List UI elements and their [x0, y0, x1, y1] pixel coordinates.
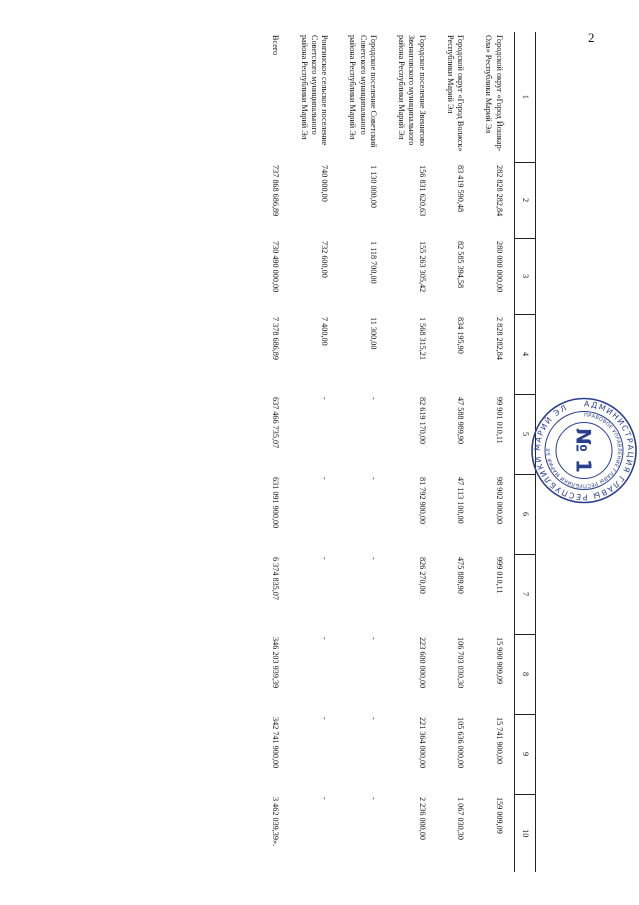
table-cell: 82 585 394,58	[456, 241, 466, 289]
official-stamp	[530, 383, 638, 518]
column-header: 7	[514, 554, 535, 634]
table-cell: 83 419 590,48	[456, 165, 466, 213]
stamp-inner-text: ПРАВОВОЕ УПРАВЛЕНИЕ ГЛАВЫ РЕСПУБЛИКИ МАРИЙ ЭЛ	[545, 412, 623, 489]
row-name: Ронгинское сельское поселение Советского муниципального района Республики Марий Эл	[299, 35, 330, 146]
table-row	[437, 32, 476, 872]
stamp-outer-text: АДМИНИСТРАЦИЯ ГЛАВЫ РЕСПУБЛИКИ МАРИЙ ЭЛ	[532, 399, 636, 502]
column-header: 9	[514, 714, 535, 794]
table-cell: -	[369, 477, 378, 480]
table-cell: 221 364 000,00	[417, 717, 427, 769]
table-cell: 1 568 315,21	[417, 317, 427, 360]
table-cell: 3 462 039,39».	[271, 797, 281, 847]
table-cell: 740 000,00	[320, 165, 330, 202]
table-row-total	[262, 32, 290, 872]
table-cell: 730 490 000,00	[271, 241, 281, 293]
row-name: Городской округ «Город Йошкар-Ола» Республики Марий Эл	[484, 35, 504, 152]
stamp-number: № 1	[571, 428, 596, 473]
table-cell: 826 270,00	[417, 557, 427, 594]
table-cell: 47 588 989,90	[456, 397, 466, 445]
table-cell: -	[320, 797, 330, 800]
table-cell: 223 600 000,00	[417, 637, 427, 689]
column-header: 5	[514, 394, 535, 474]
table-cell: -	[369, 557, 378, 560]
page-number: 2	[588, 30, 595, 45]
table-cell: 631 091 900,00	[271, 477, 281, 529]
table-cell: 7 378 686,89	[271, 317, 281, 360]
column-header: 10	[514, 794, 535, 872]
rotated-table-container	[126, 32, 536, 872]
table-cell: 98 902 000,00	[494, 477, 504, 525]
table-cell: 47 113 100,00	[456, 477, 466, 524]
table-cell: 81 792 900,00	[417, 477, 427, 525]
column-header: 8	[514, 634, 535, 714]
table-cell: 106 703 030,30	[456, 637, 466, 689]
table-cell: -	[369, 397, 378, 400]
table-cell: 15 900 909,09	[494, 637, 504, 685]
table-cell: 105 636 000,00	[456, 717, 466, 769]
table-cell: 15 741 900,00	[494, 717, 504, 765]
table-cell: -	[369, 637, 378, 640]
table-cell: 282 828 282,84	[494, 165, 504, 217]
data-table	[262, 32, 536, 872]
row-name: Городское поселение Советский Советского муниципального района Республики Марий Эл	[348, 35, 378, 148]
table-cell: -	[369, 717, 378, 720]
table-cell: -	[320, 637, 330, 640]
table-cell: -	[320, 477, 330, 480]
table-cell: 346 203 939,39	[271, 637, 281, 689]
table-row	[475, 32, 514, 872]
table-cell: 1 130 000,00	[369, 165, 378, 208]
column-header: 6	[514, 474, 535, 554]
table-cell: 2 236 000,00	[417, 797, 427, 840]
table-cell: 732 600,00	[320, 241, 330, 278]
table-cell: 834 195,90	[456, 317, 466, 354]
table-cell: 737 868 686,89	[271, 165, 281, 217]
table-cell: 475 889,90	[456, 557, 466, 594]
column-header: 2	[514, 162, 535, 238]
column-header: 4	[514, 314, 535, 394]
column-header: 1	[521, 94, 530, 99]
table-cell: 11 300,00	[369, 317, 378, 350]
row-name: Всего	[271, 35, 281, 56]
table-row	[388, 32, 437, 872]
table-cell: -	[369, 797, 378, 800]
table-cell: 99 901 010,11	[494, 397, 504, 444]
table-cell: 999 010,11	[494, 557, 504, 594]
table-cell: 1 118 700,00	[369, 241, 378, 284]
stamp-seal-icon	[530, 383, 638, 518]
table-cell: 155 263 305,42	[417, 241, 427, 293]
table-cell: 2 828 282,84	[494, 317, 504, 360]
table-row	[291, 32, 340, 872]
row-name: Городской округ «Город Волжск» Республики Марий Эл	[446, 35, 466, 152]
table-row	[339, 32, 388, 872]
table-cell: -	[320, 557, 330, 560]
row-name: Городское поселение Звенигово Звениговского муниципального района Республики Марий Эл	[397, 35, 427, 146]
table-cell: 637 466 735,07	[271, 397, 281, 449]
table-cell: 6 374 835,07	[271, 557, 281, 600]
table-cell: 159 009,09	[494, 797, 504, 834]
table-cell: 82 619 170,00	[417, 397, 427, 445]
table-cell: 1 067 030,30	[456, 797, 466, 840]
table-cell: 7 400,00	[320, 317, 330, 346]
table-cell: 342 741 900,00	[271, 717, 281, 769]
table-cell: -	[320, 717, 330, 720]
table-cell: 280 000 000,00	[494, 241, 504, 293]
table-cell: -	[320, 397, 330, 400]
table-cell: 156 831 620,63	[417, 165, 427, 217]
column-header: 3	[514, 238, 535, 314]
